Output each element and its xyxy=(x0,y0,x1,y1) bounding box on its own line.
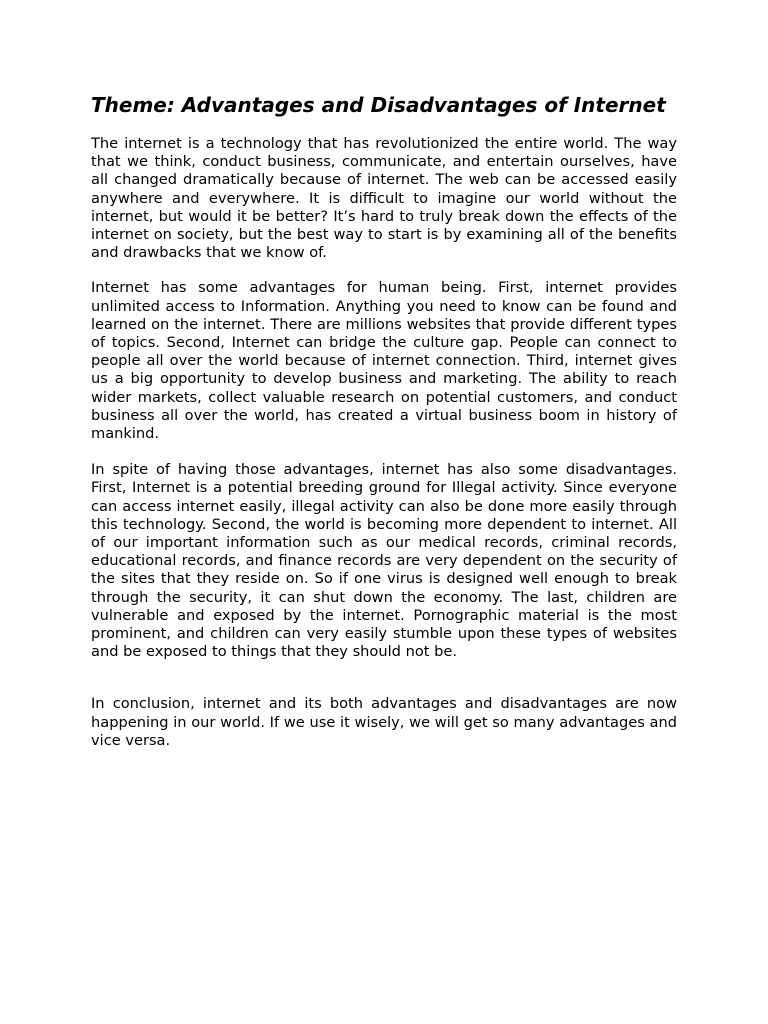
paragraph-advantages: Internet has some advantages for human being. First, internet provides unlimited access to Information. Anything you need to know can be found and learned on the internet. There are millions websites that provide different types of topics. Second, Internet can bridge the culture gap. People can connect to people all over the world because of internet connection. Third, internet gives us a big opportunity to develop business and marketing. The ability to reach wider markets, collect valuable research on potential customers, and conduct business all over the world, has created a virtual business boom in history of mankind. xyxy=(91,279,677,443)
paragraph-conclusion: In conclusion, internet and its both advantages and disadvantages are now happening in our world. If we use it wisely, we will get so many advantages and vice versa. xyxy=(91,695,677,749)
paragraph-introduction: The internet is a technology that has revolutionized the entire world. The way that we think, conduct business, communicate, and entertain ourselves, have all changed dramatically because of internet. The web can be accessed easily anywhere and everywhere. It is difficult to imagine our world without the internet, but would it be better? It’s hard to truly break down the effects of the internet on society, but the best way to start is by examining all of the benefits and drawbacks that we know of. xyxy=(91,135,677,262)
document-page xyxy=(91,92,677,750)
paragraph-disadvantages: In spite of having those advantages, internet has also some disadvantages. First, Internet is a potential breeding ground for Illegal activity. Since everyone can access internet easily, illegal activity can also be done more easily through this technology. Second, the world is becoming more dependent to internet. All of our important information such as our medical records, criminal records, educational records, and finance records are very dependent on the security of the sites that they reside on. So if one virus is designed well enough to break through the security, it can shut down the economy. The last, children are vulnerable and exposed by the internet. Pornographic material is the most prominent, and children can very easily stumble upon these types of websites and be exposed to things that they should not be. xyxy=(91,461,677,661)
document-title: Theme: Advantages and Disadvantages of Internet xyxy=(91,93,666,117)
